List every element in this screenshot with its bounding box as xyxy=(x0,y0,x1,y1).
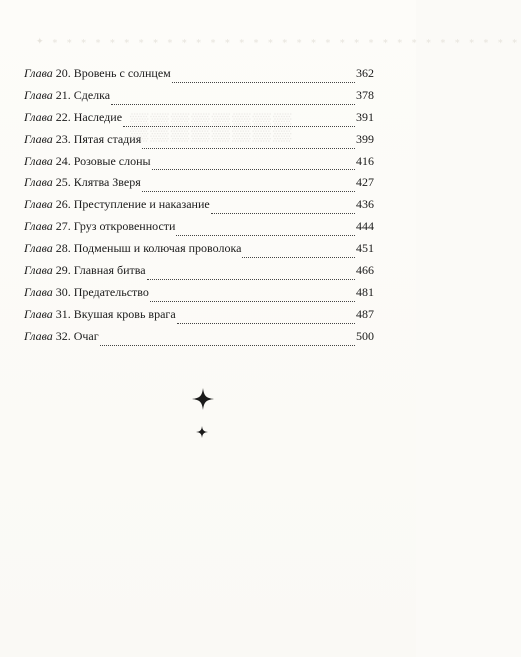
toc-page-number: 436 xyxy=(356,197,374,212)
toc-chapter-title: 23. Пятая стадия xyxy=(55,131,142,146)
toc-chapter-title: 29. Главная битва xyxy=(55,263,146,278)
toc-chapter-word: Глава xyxy=(24,153,53,168)
toc-entry xyxy=(24,132,374,154)
toc-chapter-word: Глава xyxy=(24,263,53,278)
toc-chapter-title: 20. Вровень с солнцем xyxy=(55,66,171,80)
toc-page-number: 451 xyxy=(356,241,374,256)
toc-leader-dots xyxy=(100,344,355,346)
toc-chapter-word: Глава xyxy=(24,328,53,343)
toc-chapter-word: Глава xyxy=(24,131,53,146)
toc-page-number: 444 xyxy=(356,219,374,234)
toc-chapter-word: Глава xyxy=(24,66,53,80)
table-of-contents xyxy=(24,66,374,351)
toc-chapter-title: 28. Подменыш и колючая проволока xyxy=(55,241,242,256)
toc-page-number: 500 xyxy=(356,328,374,343)
toc-page-number: 378 xyxy=(356,87,374,102)
toc-page-number: 427 xyxy=(356,175,374,190)
toc-leader-dots xyxy=(142,147,355,149)
toc-chapter-word: Глава xyxy=(24,219,53,234)
toc-leader-dots xyxy=(177,322,355,324)
toc-leader-dots xyxy=(176,234,355,236)
toc-chapter-word: Глава xyxy=(24,109,53,124)
toc-page-number: 466 xyxy=(356,263,374,278)
toc-chapter-word: Глава xyxy=(24,306,53,321)
toc-leader-dots xyxy=(123,125,355,127)
toc-chapter-title: 24. Розовые слоны xyxy=(55,153,151,168)
toc-page-number: 399 xyxy=(356,131,374,146)
toc-page-number: 416 xyxy=(356,153,374,168)
toc-entry xyxy=(24,329,374,351)
toc-chapter-title: 21. Сделка xyxy=(55,87,111,102)
toc-entry xyxy=(24,219,374,241)
four-point-star-icon xyxy=(196,426,208,438)
toc-chapter-title: 26. Преступление и наказание xyxy=(55,197,210,212)
toc-page-number: 362 xyxy=(356,66,374,80)
toc-leader-dots xyxy=(152,168,355,170)
toc-leader-dots xyxy=(142,190,355,192)
toc-page-number: 487 xyxy=(356,306,374,321)
toc-page-number: 481 xyxy=(356,284,374,299)
toc-chapter-title: 27. Груз откровенности xyxy=(55,219,176,234)
toc-page-number: 391 xyxy=(356,109,374,124)
toc-entry xyxy=(24,307,374,329)
toc-leader-dots xyxy=(242,256,355,258)
toc-chapter-word: Глава xyxy=(24,175,53,190)
toc-entry xyxy=(24,241,374,263)
toc-entry xyxy=(24,263,374,285)
toc-entry xyxy=(24,285,374,307)
show-through-texture: ✦ ∗ ∗ ∗ ∗ ∗ ∗ ∗ ∗ ∗ ∗ ∗ ∗ ∗ ∗ ∗ ∗ ∗ ∗ ∗ ∗ ∗ ∗ ∗ ∗ ∗ ∗ ∗ ∗ ∗ ∗ ∗ ∗ ∗ xyxy=(36,36,521,46)
toc-entry xyxy=(24,154,374,176)
toc-chapter-title: 22. Наследие xyxy=(55,109,123,124)
toc-leader-dots xyxy=(172,81,355,83)
toc-chapter-word: Глава xyxy=(24,87,53,102)
toc-chapter-title: 31. Вкушая кровь врага xyxy=(55,306,176,321)
toc-chapter-word: Глава xyxy=(24,284,53,299)
toc-chapter-word: Глава xyxy=(24,197,53,212)
toc-leader-dots xyxy=(150,300,355,302)
toc-entry xyxy=(24,88,374,110)
four-point-star-icon xyxy=(192,388,214,410)
toc-entry xyxy=(24,175,374,197)
toc-chapter-title: 32. Очаг xyxy=(55,328,99,343)
toc-leader-dots xyxy=(111,103,355,105)
toc-chapter-title: 30. Предательство xyxy=(55,284,149,299)
toc-leader-dots xyxy=(147,278,355,280)
toc-entry xyxy=(24,66,374,88)
toc-leader-dots xyxy=(211,212,355,214)
toc-chapter-word: Глава xyxy=(24,241,53,256)
toc-chapter-title: 25. Клятва Зверя xyxy=(55,175,141,190)
toc-entry xyxy=(24,197,374,219)
show-through-title: ▒▒▒▒▒▒▒▒ xyxy=(130,112,294,141)
toc-entry xyxy=(24,110,374,132)
